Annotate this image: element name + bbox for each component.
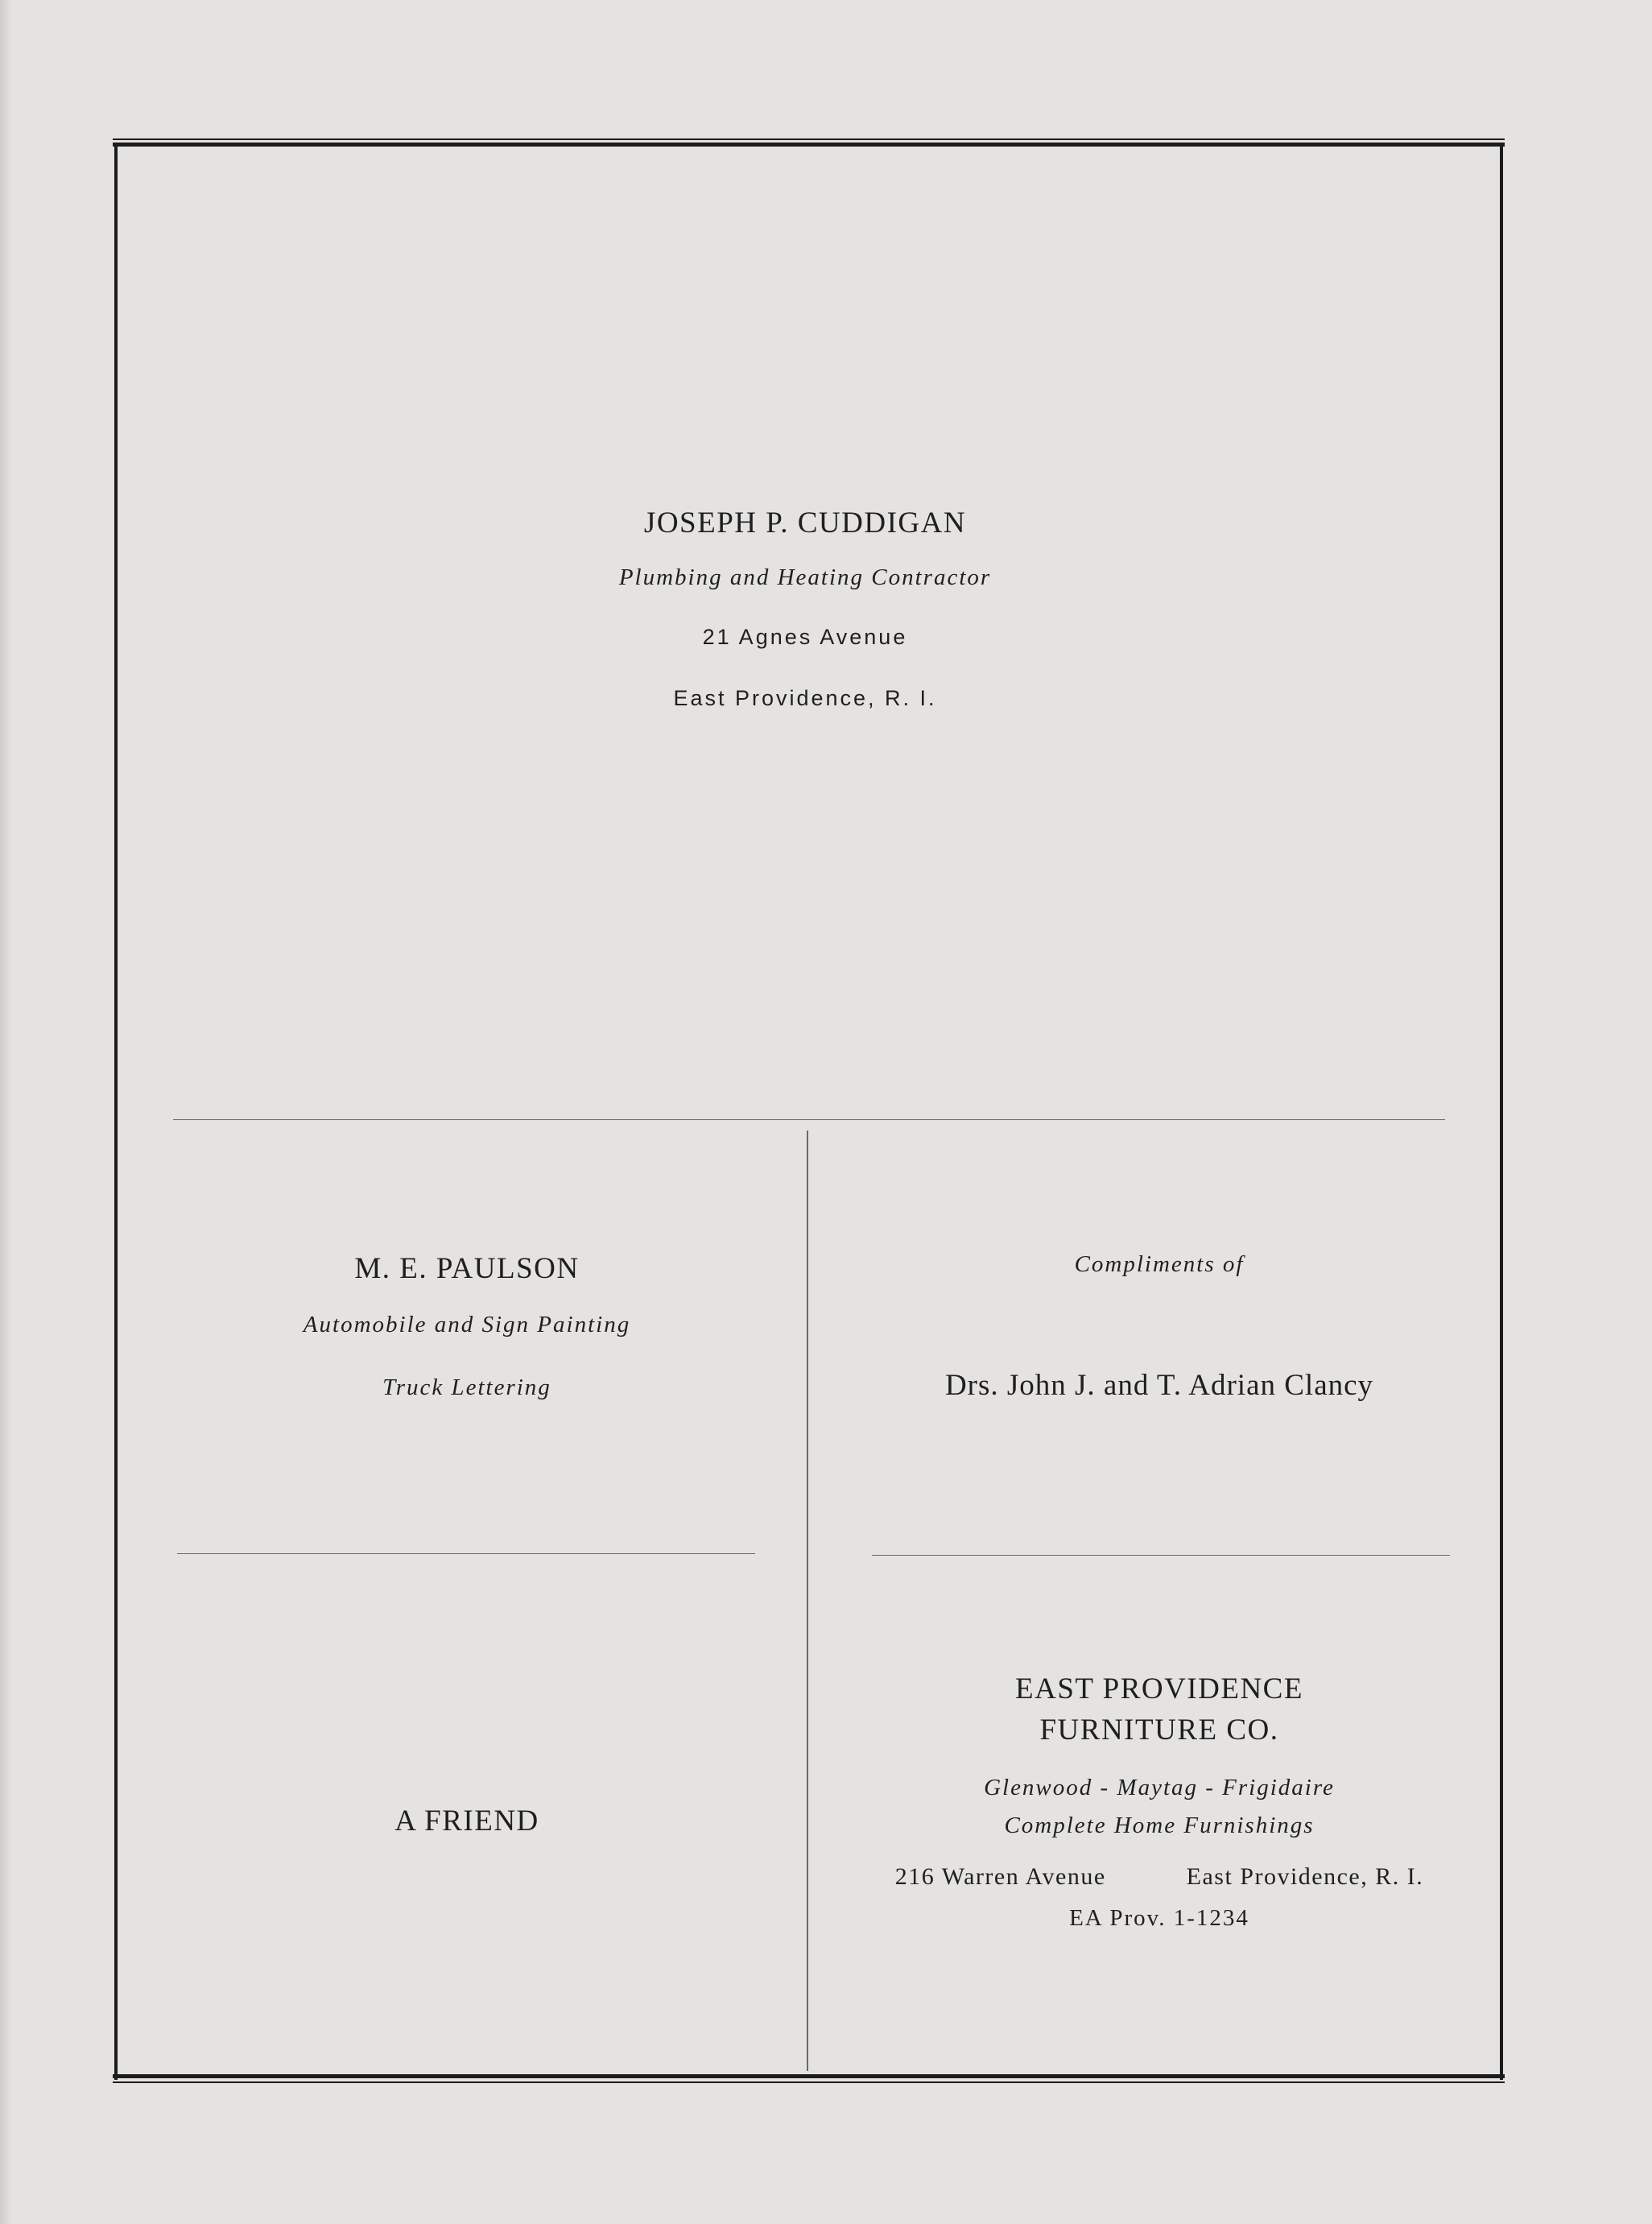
advertiser-name: M. E. PAULSON (354, 1252, 580, 1285)
ad-paulson (145, 1251, 789, 1401)
ad-cuddigan (483, 506, 1127, 711)
compliments-label: Compliments of (1074, 1251, 1245, 1277)
advertiser-name: JOSEPH P. CUDDIGAN (643, 506, 967, 539)
divider-horizontal-main (173, 1119, 1445, 1120)
advertiser-tagline: Complete Home Furnishings (1004, 1813, 1315, 1838)
advertiser-trade: Plumbing and Heating Contractor (618, 564, 992, 590)
advertiser-name-line1: EAST PROVIDENCE (1015, 1672, 1303, 1705)
advertiser-trade: Automobile and Sign Painting (303, 1312, 631, 1337)
ad-clancy (837, 1251, 1481, 1403)
divider-right-cell (872, 1555, 1450, 1556)
advertiser-name: Drs. John J. and T. Adrian Clancy (944, 1369, 1374, 1402)
advertiser-street: 21 Agnes Avenue (702, 625, 908, 649)
advertiser-name: A FRIEND (394, 1804, 539, 1837)
advertiser-phone: EA Prov. 1-1234 (1069, 1905, 1249, 1931)
page-edge (0, 0, 11, 2224)
advertiser-brands: Glenwood - Maytag - Frigidaire (984, 1775, 1335, 1800)
advertiser-extra: Truck Lettering (382, 1374, 551, 1400)
advertiser-city: East Providence, R. I. (1186, 1863, 1424, 1890)
divider-vertical (807, 1131, 808, 2071)
advertiser-address-row (837, 1863, 1481, 1891)
ad-friend (145, 1804, 789, 1838)
advertiser-name-line2: FURNITURE CO. (1039, 1713, 1279, 1747)
frame-bottom-rule (113, 2074, 1505, 2084)
advertiser-city: East Providence, R. I. (673, 686, 937, 710)
advertiser-street: 216 Warren Avenue (894, 1863, 1106, 1890)
divider-left-cell (177, 1553, 755, 1554)
ad-furniture (837, 1672, 1481, 1932)
